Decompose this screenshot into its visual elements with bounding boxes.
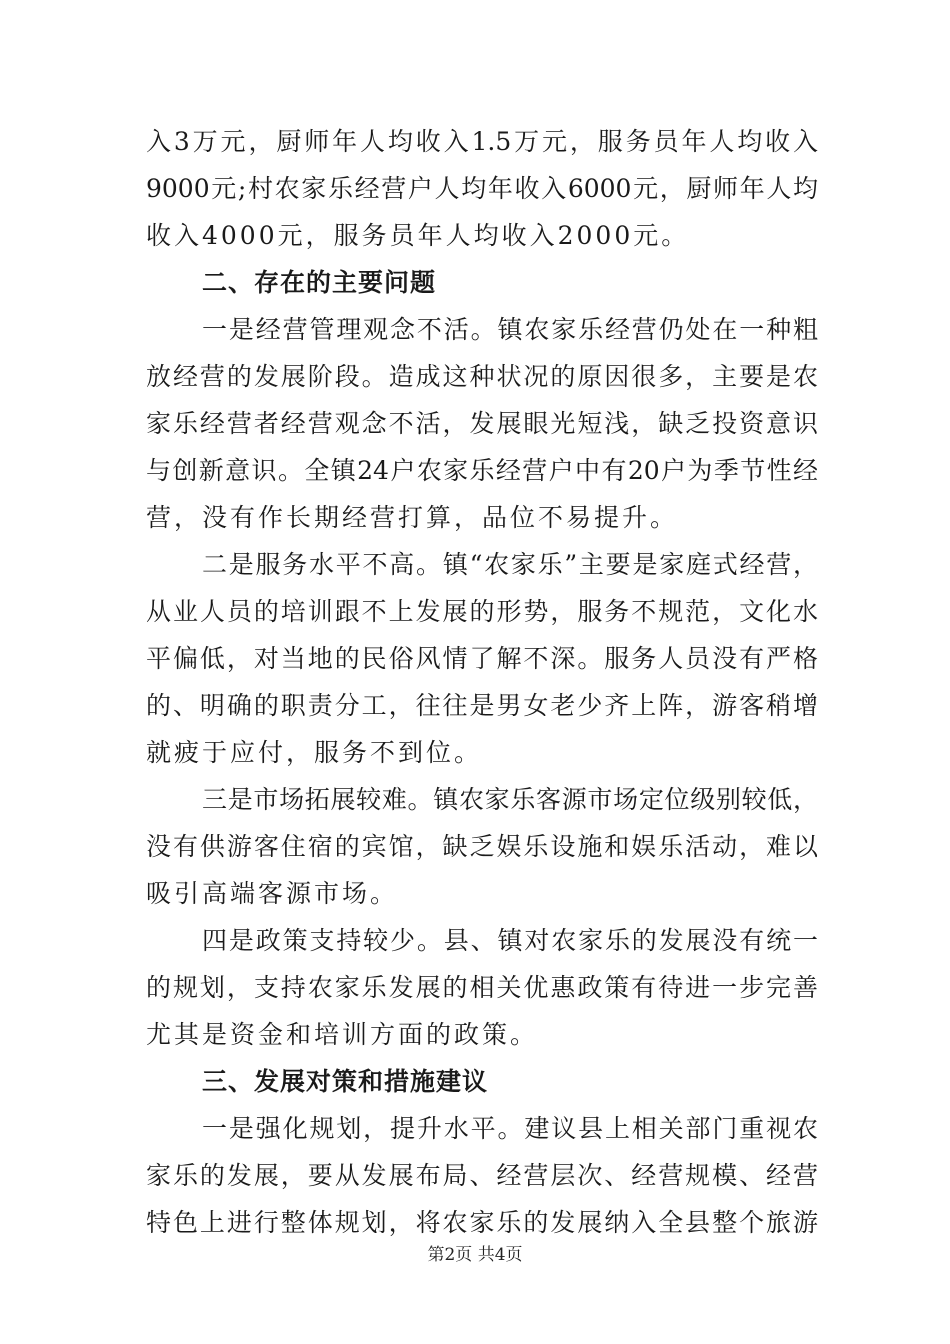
paragraph-first-line: 一是强化规划，提升水平。建议县上相关部门重视农 [202, 1114, 818, 1143]
text-line: 平偏低，对当地的民俗风情了解不深。服务人员没有严格 [146, 644, 818, 673]
page-footer: 第2页 共4页 [427, 1245, 523, 1265]
text-line: 放经营的发展阶段。造成这种状况的原因很多，主要是农 [146, 362, 818, 391]
text-line: 没有供游客住宿的宾馆，缺乏娱乐设施和娱乐活动，难以 [146, 832, 818, 861]
text-line: 的、明确的职责分工，往往是男女老少齐上阵，游客稍增 [146, 691, 818, 720]
text-line: 尤其是资金和培训方面的政策。 [146, 1020, 539, 1049]
text-line: 收入4000元，服务员年人均收入2000元。 [146, 221, 690, 250]
paragraph-first-line: 四是政策支持较少。县、镇对农家乐的发展没有统一 [202, 926, 818, 955]
document-body [146, 118, 818, 1246]
text-line: 与创新意识。全镇24户农家乐经营户中有20户为季节性经 [146, 456, 818, 485]
paragraph-first-line: 一是经营管理观念不活。镇农家乐经营仍处在一种粗 [202, 315, 818, 344]
paragraph-first-line: 二是服务水平不高。镇“农家乐”主要是家庭式经营， [202, 550, 818, 579]
section-heading: 二、存在的主要问题 [202, 268, 437, 297]
text-line: 的规划，支持农家乐发展的相关优惠政策有待进一步完善 [146, 973, 818, 1002]
section-heading: 三、发展对策和措施建议 [202, 1067, 489, 1096]
text-line: 9000元;村农家乐经营户人均年收入6000元，厨师年人均 [146, 174, 818, 203]
paragraph-first-line: 三是市场拓展较难。镇农家乐客源市场定位级别较低， [202, 785, 818, 814]
text-line: 家乐的发展，要从发展布局、经营层次、经营规模、经营 [146, 1161, 818, 1190]
text-line: 吸引高端客源市场。 [146, 879, 399, 908]
text-line: 从业人员的培训跟不上发展的形势，服务不规范，文化水 [146, 597, 818, 626]
text-line: 入3万元，厨师年人均收入1.5万元，服务员年人均收入 [146, 127, 818, 156]
text-line: 家乐经营者经营观念不活，发展眼光短浅，缺乏投资意识 [146, 409, 818, 438]
text-line: 营，没有作长期经营打算，品位不易提升。 [146, 503, 679, 532]
text-line: 特色上进行整体规划，将农家乐的发展纳入全县整个旅游 [146, 1208, 818, 1237]
text-line: 就疲于应付，服务不到位。 [146, 738, 483, 767]
